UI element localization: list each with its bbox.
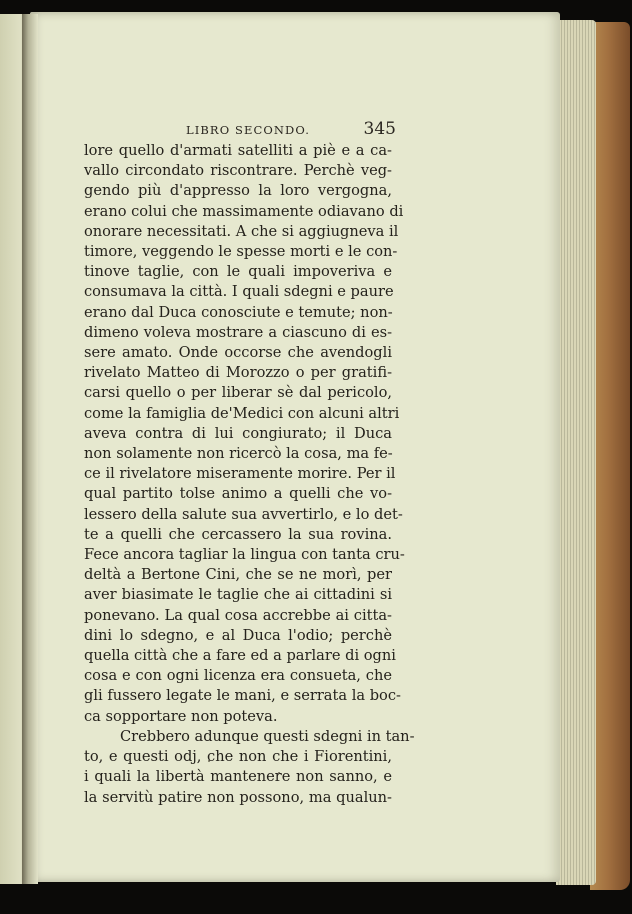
text-line: cosa e con ogni licenza era consueta, che: [84, 667, 392, 685]
page-number: 345: [363, 119, 396, 139]
text-line: Fece ancora tagliar la lingua con tanta cru-: [84, 546, 405, 564]
text-line: come la famiglia de'Medici con alcuni altri: [84, 404, 400, 422]
text-line: erano dal Duca conosciute e temute; non-: [84, 303, 393, 321]
text-line: tinove taglie, con le quali impoveriva e: [84, 263, 392, 281]
back-cover: [590, 22, 630, 890]
text-line: non solamente non ricercò la cosa, ma fe-: [84, 445, 393, 463]
running-title: LIBRO SECONDO.: [186, 123, 310, 137]
text-line: lore quello d'armati satelliti a piè e a ca-: [84, 142, 392, 159]
text-line: consumava la città. I quali sdegni e paure: [84, 283, 394, 301]
text-line: lessero della salute sua avvertirlo, e lo det-: [84, 505, 403, 523]
text-line: dimeno voleva mostrare a ciascuno di es-: [84, 323, 392, 341]
text-line: rivelato Matteo di Morozzo o per gratifi-: [84, 364, 392, 382]
text-line: ponevano. La qual cosa accrebbe ai citta-: [84, 606, 392, 624]
text-line: carsi quello o per liberar sè dal pericolo,: [84, 384, 392, 402]
text-line: te a quelli che cercassero la sua rovina.: [84, 525, 392, 543]
text-line: ce il rivelatore miseramente morire. Per il: [84, 465, 396, 483]
text-line-paragraph-end: ca sopportare non poteva.: [84, 707, 278, 725]
text-line: gendo più d'appresso la loro vergogna,: [84, 182, 392, 200]
text-line-paragraph-start: Crebbero adunque questi sdegni in tan-: [120, 727, 415, 745]
text-line: aver biasimate le taglie che ai cittadini si: [84, 586, 392, 604]
text-line: sere amato. Onde occorse che avendogli: [84, 344, 392, 362]
body-text: [84, 141, 415, 808]
text-line: quella città che a fare ed a parlare di ogni: [84, 647, 396, 665]
text-line: vallo circondato riscontrare. Perchè veg-: [84, 162, 392, 180]
gutter: [22, 14, 38, 884]
text-line: i quali la libertà mantenere non sanno, e: [84, 768, 392, 786]
running-head: [186, 121, 396, 141]
text-line: gli fussero legate le mani, e serrata la boc-: [84, 687, 401, 705]
text-line: onorare necessitati. A che si aggiugneva il: [84, 222, 399, 240]
text-line: la servitù patire non possono, ma qualun-: [84, 788, 392, 806]
text-line: timore, veggendo le spesse morti e le con-: [84, 243, 398, 261]
text-line: erano colui che massimamente odiavano di: [84, 202, 404, 220]
text-line: aveva contra di lui congiurato; il Duca: [84, 424, 392, 442]
text-line: to, e questi odj, che non che i Fiorentini,: [84, 748, 392, 766]
text-line: deltà a Bertone Cini, che se ne morì, per: [84, 566, 392, 584]
text-line: qual partito tolse animo a quelli che vo-: [84, 485, 392, 503]
text-line: dini lo sdegno, e al Duca l'odio; perchè: [84, 626, 392, 644]
page-edges: [556, 20, 596, 885]
